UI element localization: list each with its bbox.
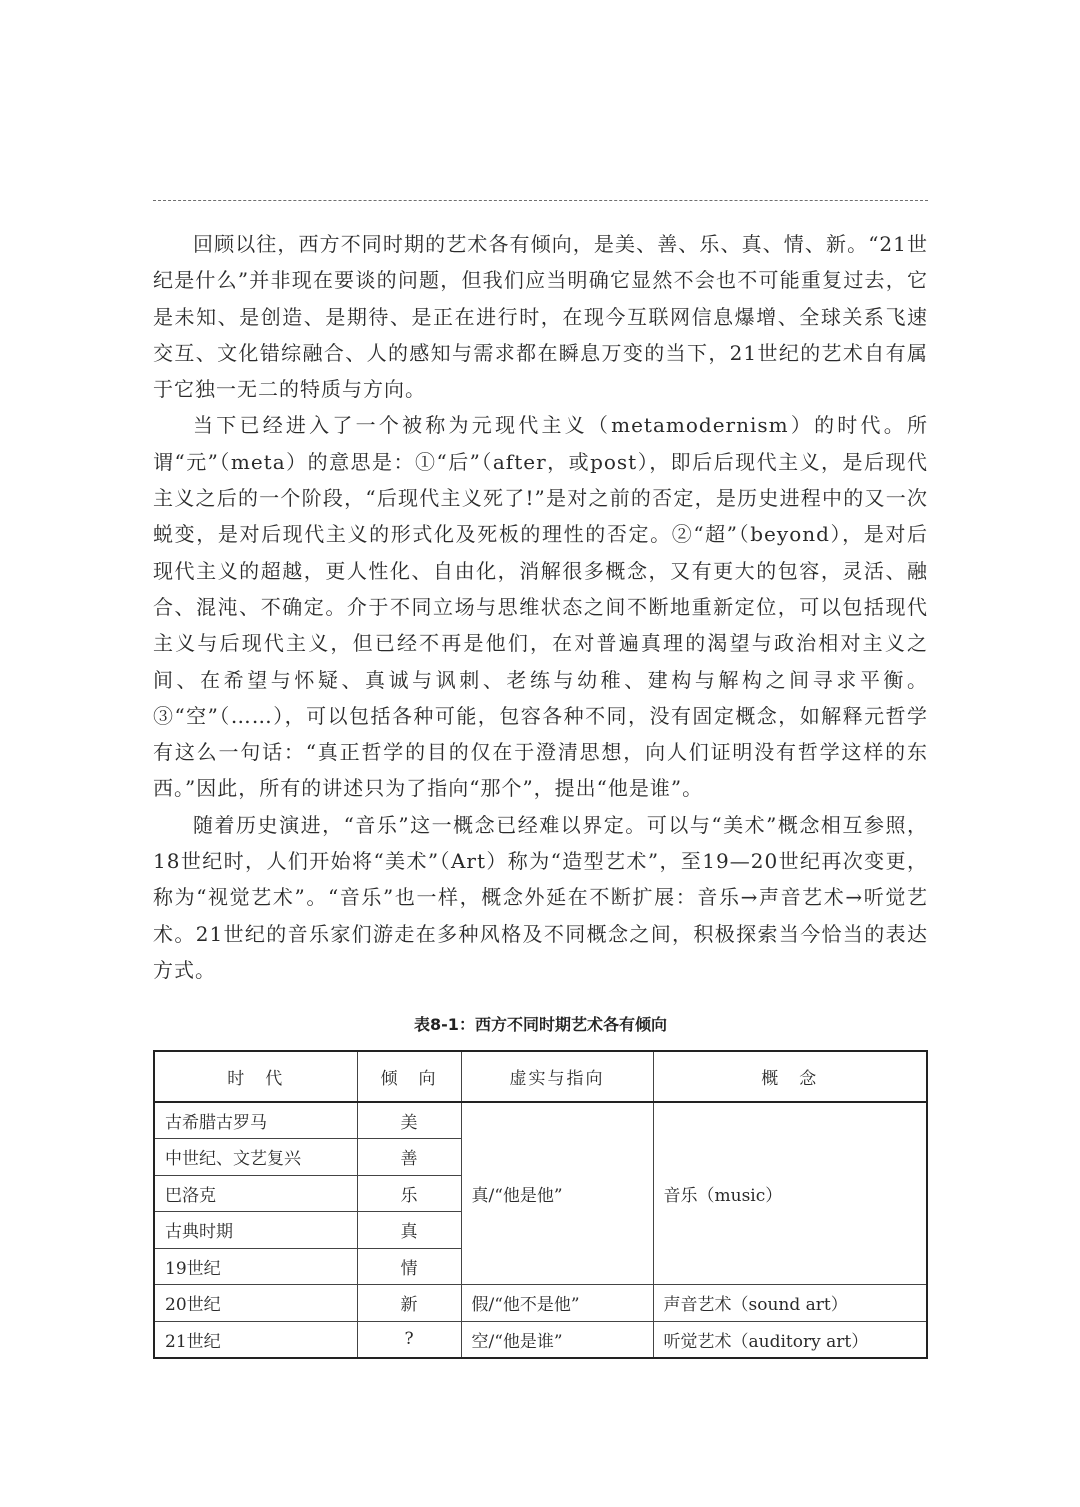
table-row [154, 1321, 927, 1358]
tendency-cell: ? [357, 1321, 461, 1358]
table-row [154, 1285, 927, 1322]
paragraph-2: 当下已经进入了一个被称为元现代主义（metamodernism）的时代。所谓“元”（meta）的意思是：①“后”（after，或post），即后后现代主义，是后现代主义之后的一个阶段，“后现代主义死了!”是对之前的否定，是历史进程中的又一次蜕变，是对后现代主义的形式化及死板的理性的否定。②“超”（beyond），是对后现代主义的超越，更人性化、自由化，消解很多概念，又有更大的包容，灵活、融合、混沌、不确定。介于不同立场与思维状态之间不断地重新定位，可以包括现代主义与后现代主义，但已经不再是他们，在对普遍真理的渴望与政治相对主义之间、在希望与怀疑、真诚与讽刺、老练与幼稚、建构与解构之间寻求平衡。③“空”（……），可以包括各种可能，包容各种不同，没有固定概念，如解释元哲学有这么一句话：“真正哲学的目的仅在于澄清思想，向人们证明没有哲学这样的东西。”因此，所有的讲述只为了指向“那个”，提出“他是谁”。 [153, 413, 928, 801]
header-concept: 概 念 [653, 1051, 927, 1102]
reality-cell: 空/“他是谁” [461, 1321, 653, 1358]
era-cell: 中世纪、文艺复兴 [154, 1139, 357, 1176]
concept-cell: 听觉艺术（auditory art） [653, 1321, 927, 1358]
table-caption: 表8-1：西方不同时期艺术各有倾向 [414, 1015, 667, 1034]
body-text [153, 226, 928, 988]
tendency-cell: 真 [357, 1212, 461, 1249]
header-tendency: 倾 向 [357, 1051, 461, 1102]
era-cell: 古希腊古罗马 [154, 1102, 357, 1139]
header-reality: 虚实与指向 [461, 1051, 653, 1102]
header-era: 时 代 [154, 1051, 357, 1102]
era-cell: 19世纪 [154, 1248, 357, 1285]
header-divider [153, 200, 928, 201]
era-cell: 21世纪 [154, 1321, 357, 1358]
paragraph-3: 随着历史演进，“音乐”这一概念已经难以界定。可以与“美术”概念相互参照，18世纪时，人们开始将“美术”（Art）称为“造型艺术”，至19—20世纪再次变更，称为“视觉艺术”。“音乐”也一样，概念外延在不断扩展：音乐→声音艺术→听觉艺术。21世纪的音乐家们游走在多种风格及不同概念之间，积极探索当今恰当的表达方式。 [153, 812, 928, 982]
era-cell: 巴洛克 [154, 1175, 357, 1212]
table-row [154, 1102, 927, 1139]
tendency-cell: 善 [357, 1139, 461, 1176]
reality-merged-cell: 真/“他是他” [461, 1102, 653, 1285]
table-header-row [154, 1051, 927, 1102]
concept-cell: 声音艺术（sound art） [653, 1285, 927, 1322]
tendency-cell: 乐 [357, 1175, 461, 1212]
paragraph-1: 回顾以往，西方不同时期的艺术各有倾向，是美、善、乐、真、情、新。“21世纪是什么”并非现在要谈的问题，但我们应当明确它显然不会也不可能重复过去，它是未知、是创造、是期待、是正在进行时，在现今互联网信息爆增、全球关系飞速交互、文化错综融合、人的感知与需求都在瞬息万变的当下，21世纪的艺术自有属于它独一无二的特质与方向。 [153, 232, 928, 402]
concept-merged-cell: 音乐（music） [653, 1102, 927, 1285]
tendency-cell: 新 [357, 1285, 461, 1322]
period-table [153, 1050, 928, 1359]
era-cell: 20世纪 [154, 1285, 357, 1322]
tendency-cell: 美 [357, 1102, 461, 1139]
era-cell: 古典时期 [154, 1212, 357, 1249]
reality-cell: 假/“他不是他” [461, 1285, 653, 1322]
tendency-cell: 情 [357, 1248, 461, 1285]
